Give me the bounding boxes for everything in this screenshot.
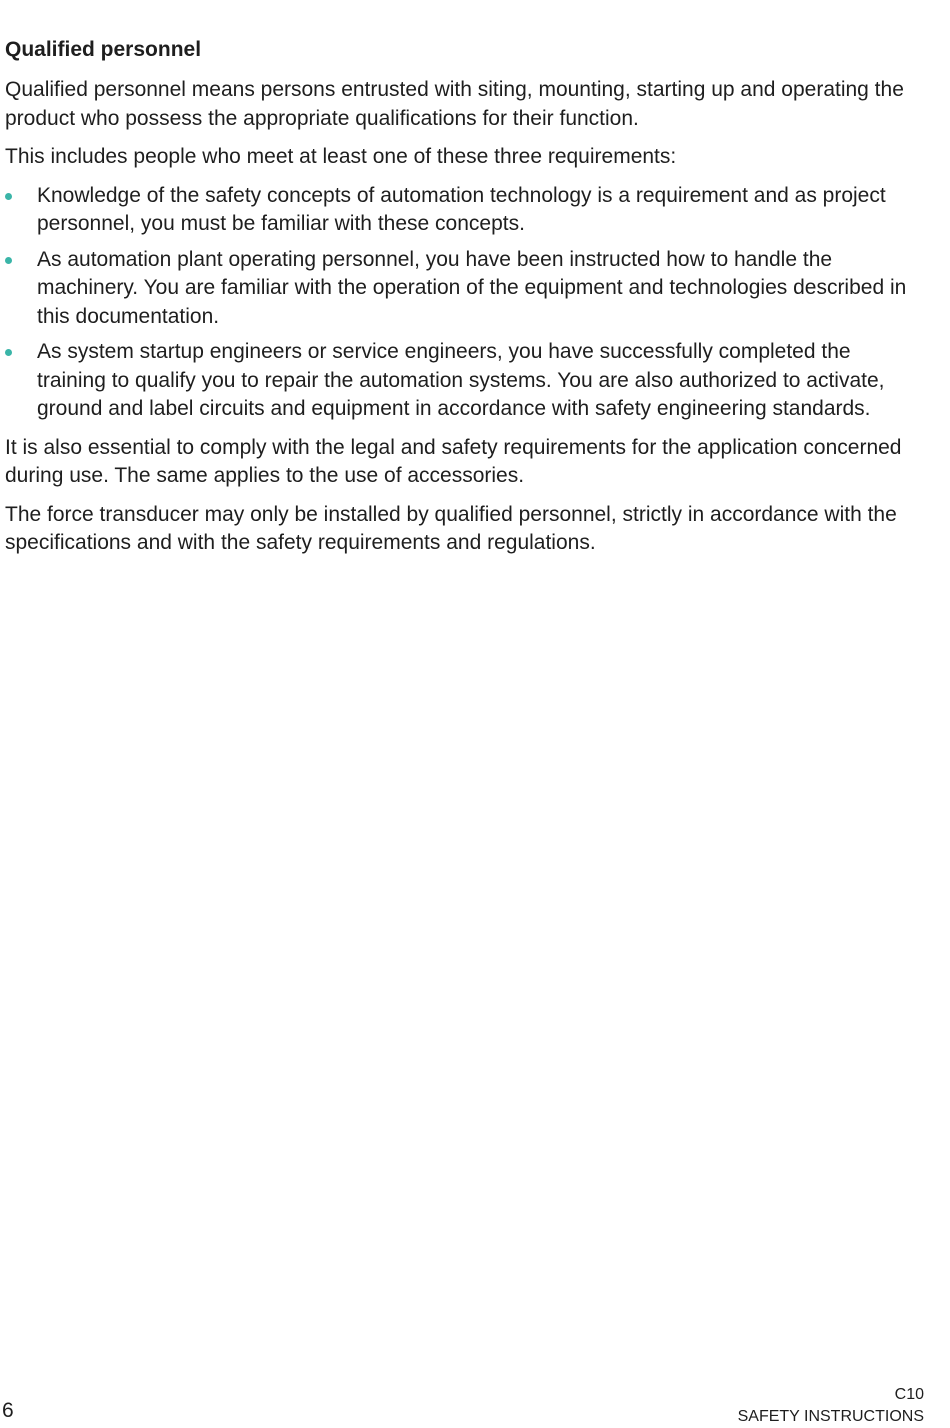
list-item [5,338,925,424]
footer-product: C10 [894,1386,924,1403]
requirements-list [5,182,925,424]
document-body [5,36,925,568]
list-item-text: Knowledge of the safety concepts of automation technology is a requirement and as project personnel, you must be familiar with these concepts. [37,183,886,235]
section-heading: Qualified personnel [5,38,202,61]
bullet-icon [5,349,12,356]
list-item [5,182,925,239]
bullet-icon [5,257,12,264]
intro-paragraph: Qualified personnel means persons entrusted with siting, mounting, starting up and operating the product who possess the appropriate qualifications for their function. [5,78,904,130]
list-item [5,246,925,332]
footer-chapter: SAFETY INSTRUCTIONS [737,1408,924,1425]
requirements-lead: This includes people who meet at least one of these three requirements: [5,145,677,168]
list-item-text: As system startup engineers or service engineers, you have successfully completed the training to qualify you to repair the automation systems. You are also authorized to activate, ground and label circuits and equipment in accordance with safety engineering standards. [37,340,885,420]
page-number: 6 [2,1399,14,1422]
bullet-icon [5,193,12,200]
list-item-text: As automation plant operating personnel, you have been instructed how to handle the machinery. You are familiar with the operation of the equipment and technologies described in this documentation. [37,247,907,328]
installation-paragraph: The force transducer may only be installed by qualified personnel, strictly in accordance with the specifications and with the safety requirements and regulations. [5,502,897,554]
footer-label [738,1384,924,1428]
compliance-paragraph: It is also essential to comply with the legal and safety requirements for the application concerned during use. The same applies to the use of accessories. [5,435,902,487]
